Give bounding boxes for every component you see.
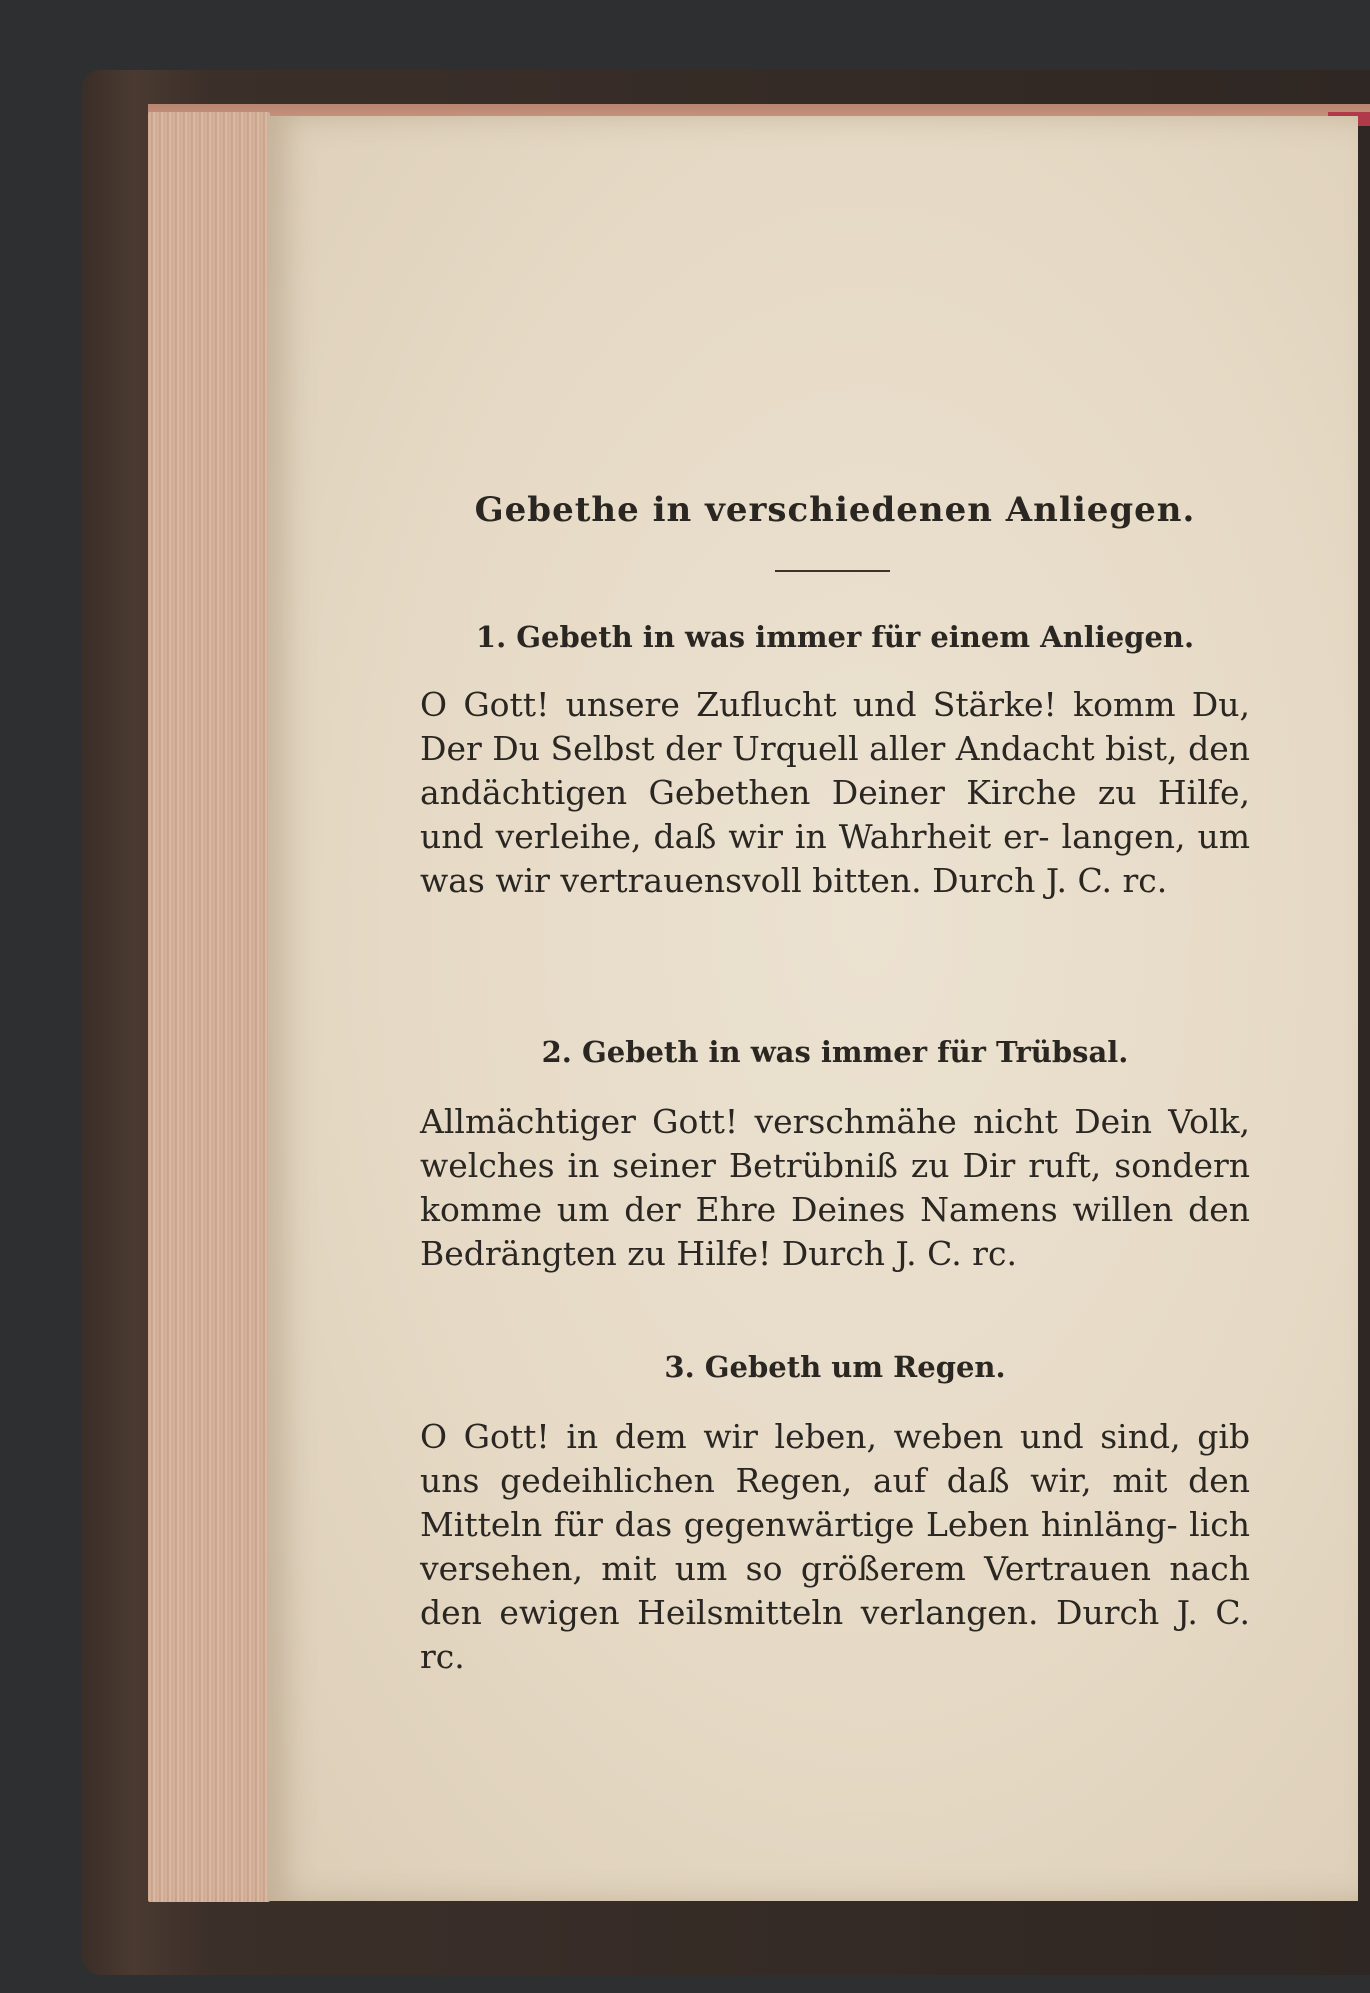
prayer-heading-1: 1. Gebeth in was immer für einem Anliegen. bbox=[475, 620, 1195, 654]
prayer-text-3: O Gott! in dem wir leben, weben und sind, gib uns gedeihlichen Regen, auf daß wir, mit den Mitteln für das gegenwärtige Leben hinläng- lich versehen, mit um so größerem Vertrauen nach den ewigen Heilsmitteln verlangen. Durch J. C. rc. bbox=[420, 1417, 1250, 1676]
page-edges bbox=[148, 112, 270, 1902]
prayer-text-1: O Gott! unsere Zuflucht und Stärke! komm Du, Der Du Selbst der Urquell aller Andacht bist, den andächtigen Gebethen Deiner Kirche zu Hilfe, und verleihe, daß wir in Wahrheit er- langen, um was wir vertrauensvoll bitten. Durch J. C. rc. bbox=[420, 685, 1250, 900]
prayer-heading-3: 3. Gebeth um Regen. bbox=[664, 1350, 1006, 1384]
page-title: Gebethe in verschiedenen Anliegen. bbox=[474, 490, 1196, 530]
title-divider bbox=[775, 570, 890, 572]
prayer-heading-2: 2. Gebeth in was immer für Trübsal. bbox=[541, 1035, 1129, 1069]
prayer-text-2: Allmächtiger Gott! verschmähe nicht Dein Volk, welches in seiner Betrübniß zu Dir ruft, sondern komme um der Ehre Deines Namens willen den Bedrängten zu Hilfe! Durch J. C. rc. bbox=[420, 1102, 1250, 1273]
